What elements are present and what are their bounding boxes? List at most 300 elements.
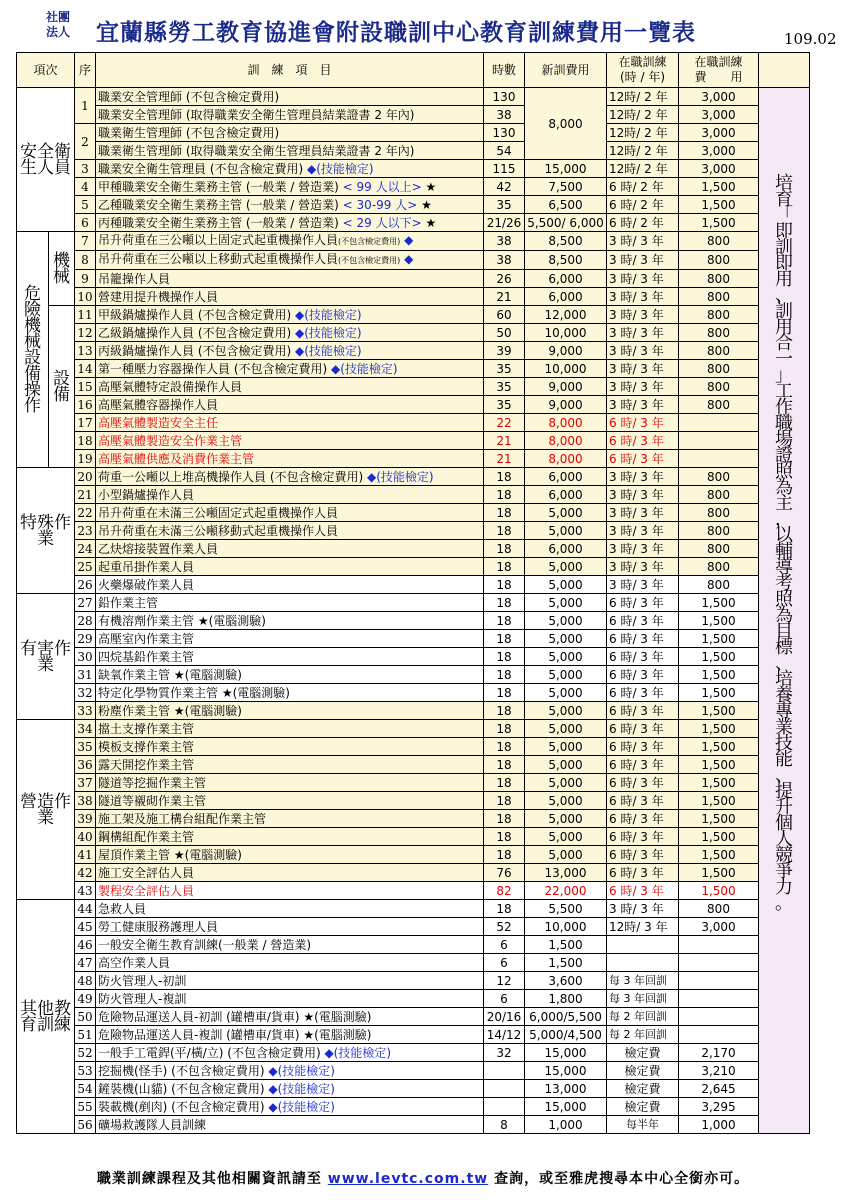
row-course-name — [96, 1044, 484, 1062]
row-retrain-frequency: 6 時/ 3 年 — [607, 774, 679, 792]
course-star-mark: ★ — [421, 215, 437, 230]
row-retrain-fee: 3,000 — [679, 88, 759, 106]
table-row — [17, 106, 810, 124]
row-retrain-fee: 1,500 — [679, 756, 759, 774]
footer-text-after: 查詢，或至雅虎搜尋本中心全銜亦可。 — [488, 1171, 750, 1187]
row-new-fee: 5,500/ 6,000 — [525, 214, 607, 232]
row-retrain-fee — [679, 954, 759, 972]
course-name-text: 施工架及施工構台組配作業主管 — [98, 811, 267, 826]
row-new-fee: 1,000 — [525, 1116, 607, 1134]
row-retrain-frequency: 6 時/ 3 年 — [607, 846, 679, 864]
row-retrain-frequency: 6 時/ 3 年 — [607, 666, 679, 684]
row-hours: 18 — [484, 900, 525, 918]
row-new-fee: 9,000 — [525, 396, 607, 414]
row-seq: 31 — [75, 666, 96, 684]
row-seq: 19 — [75, 450, 96, 468]
course-name-text: 第一種壓力容器操作人員 (不包含檢定費用) — [98, 361, 328, 376]
course-blue-tag: ◆(技能檢定) — [327, 361, 398, 376]
course-name-text: 模板支撐作業主管 — [98, 739, 195, 754]
row-new-fee: 12,000 — [525, 306, 607, 324]
table-row — [17, 828, 810, 846]
row-hours: 60 — [484, 306, 525, 324]
table-row — [17, 576, 810, 594]
row-retrain-fee: 3,295 — [679, 1098, 759, 1116]
course-name-text: 裝載機(剷肉) (不包含檢定費用) — [98, 1099, 265, 1114]
row-course-name — [96, 954, 484, 972]
row-retrain-fee: 1,500 — [679, 214, 759, 232]
row-new-fee: 5,000 — [525, 504, 607, 522]
row-retrain-fee: 1,500 — [679, 648, 759, 666]
course-name-text: 吊升荷重在三公噸以上固定式起重機操作人員 — [98, 233, 339, 247]
fee-table — [16, 52, 810, 1134]
table-row — [17, 1008, 810, 1026]
row-retrain-frequency — [607, 954, 679, 972]
row-seq: 7 — [75, 232, 96, 251]
row-new-fee: 5,000 — [525, 738, 607, 756]
row-seq: 49 — [75, 990, 96, 1008]
row-course-name — [96, 882, 484, 900]
course-name-text: 乙級鍋爐操作人員 (不包含檢定費用) — [98, 325, 292, 340]
course-name-text: 起重吊掛作業人員 — [98, 559, 195, 574]
row-new-fee: 6,000/5,500 — [525, 1008, 607, 1026]
table-body — [17, 88, 810, 1134]
course-name-text: 職業衛生管理師 (不包含檢定費用) — [98, 125, 280, 140]
row-retrain-fee: 800 — [679, 288, 759, 306]
col-header-retrain-freq-line2: (時 / 年) — [619, 70, 666, 84]
row-course-name — [96, 342, 484, 360]
row-retrain-frequency: 3 時/ 3 年 — [607, 900, 679, 918]
table-row — [17, 88, 810, 106]
row-retrain-frequency: 3 時/ 3 年 — [607, 396, 679, 414]
row-retrain-frequency: 6 時/ 3 年 — [607, 432, 679, 450]
row-retrain-frequency: 6 時/ 3 年 — [607, 612, 679, 630]
row-retrain-fee: 1,500 — [679, 702, 759, 720]
row-course-name — [96, 666, 484, 684]
row-hours: 18 — [484, 576, 525, 594]
org-label — [46, 10, 70, 40]
course-name-text: 職業安全管理師 (取得職業安全衛生管理員結業證書 2 年內) — [98, 107, 415, 122]
row-seq: 28 — [75, 612, 96, 630]
row-retrain-fee: 3,000 — [679, 142, 759, 160]
row-course-name — [96, 684, 484, 702]
row-hours: 35 — [484, 360, 525, 378]
course-name-text: 露天開挖作業主管 — [98, 757, 195, 772]
row-new-fee: 5,000 — [525, 720, 607, 738]
row-new-fee: 10,000 — [525, 918, 607, 936]
row-hours: 18 — [484, 720, 525, 738]
col-header-retrain-fee-line2: 費 用 — [694, 70, 743, 84]
row-retrain-fee — [679, 1008, 759, 1026]
row-retrain-fee: 800 — [679, 540, 759, 558]
row-new-fee: 9,000 — [525, 378, 607, 396]
table-row — [17, 630, 810, 648]
row-retrain-fee: 1,500 — [679, 178, 759, 196]
row-course-name — [96, 106, 484, 124]
course-name-text: 高壓氣體供應及消費作業主管 — [98, 451, 255, 466]
row-hours: 18 — [484, 756, 525, 774]
row-hours: 18 — [484, 522, 525, 540]
row-seq: 38 — [75, 792, 96, 810]
table-row — [17, 1116, 810, 1134]
course-name-text: 勞工健康服務護理人員 — [98, 919, 219, 934]
row-new-fee: 5,000 — [525, 828, 607, 846]
row-retrain-frequency: 6 時/ 3 年 — [607, 450, 679, 468]
row-seq: 18 — [75, 432, 96, 450]
table-row — [17, 666, 810, 684]
table-row — [17, 414, 810, 432]
row-seq: 16 — [75, 396, 96, 414]
row-hours: 20/16 — [484, 1008, 525, 1026]
row-retrain-frequency: 每半年 — [607, 1116, 679, 1134]
row-course-name — [96, 324, 484, 342]
table-row — [17, 900, 810, 918]
table-row — [17, 1080, 810, 1098]
row-hours: 18 — [484, 774, 525, 792]
category-safety: 安全衛生人員 — [17, 88, 75, 232]
table-row — [17, 396, 810, 414]
category-hazard-machine: 危險機械設備操作 — [17, 232, 49, 468]
row-course-name — [96, 540, 484, 558]
row-retrain-fee: 800 — [679, 486, 759, 504]
table-row — [17, 504, 810, 522]
row-seq: 44 — [75, 900, 96, 918]
row-new-fee: 5,000 — [525, 666, 607, 684]
course-name-text: 鋼構組配作業主管 — [98, 829, 195, 844]
category-construction: 營造作業 — [17, 720, 75, 900]
row-hours: 130 — [484, 88, 525, 106]
row-seq: 21 — [75, 486, 96, 504]
row-hours: 35 — [484, 396, 525, 414]
row-course-name — [96, 468, 484, 486]
row-retrain-fee: 3,210 — [679, 1062, 759, 1080]
table-row — [17, 270, 810, 288]
row-retrain-frequency: 每 3 年回訓 — [607, 990, 679, 1008]
row-course-name — [96, 1116, 484, 1134]
row-retrain-frequency: 6 時/ 3 年 — [607, 864, 679, 882]
row-retrain-fee: 800 — [679, 378, 759, 396]
row-new-fee: 5,000 — [525, 522, 607, 540]
row-new-fee: 5,000 — [525, 576, 607, 594]
row-seq: 8 — [75, 251, 96, 270]
row-new-fee: 1,500 — [525, 936, 607, 954]
row-seq: 12 — [75, 324, 96, 342]
row-course-name — [96, 648, 484, 666]
course-name-text: 丙種職業安全衛生業務主管 (一般業 / 營造業) — [98, 215, 339, 230]
row-new-fee: 8,500 — [525, 232, 607, 251]
course-name-text: 礦場救護隊人員訓練 — [98, 1117, 207, 1132]
row-retrain-frequency: 3 時/ 3 年 — [607, 522, 679, 540]
row-course-name — [96, 232, 484, 251]
row-course-name — [96, 1008, 484, 1026]
course-blue-tag: ◆ — [400, 233, 414, 247]
row-seq: 43 — [75, 882, 96, 900]
course-blue-tag: < 99 人以上> — [338, 179, 422, 194]
row-new-fee: 8,000 — [525, 450, 607, 468]
row-hours: 8 — [484, 1116, 525, 1134]
row-hours: 18 — [484, 648, 525, 666]
row-course-name — [96, 432, 484, 450]
course-note-small: (不包含檢定費用) — [338, 256, 401, 265]
row-course-name — [96, 864, 484, 882]
row-course-name — [96, 576, 484, 594]
table-row — [17, 432, 810, 450]
course-name-text: 鉛作業主管 — [98, 595, 159, 610]
course-name-text: 高壓氣體製造安全作業主管 — [98, 433, 243, 448]
row-retrain-fee: 1,500 — [679, 612, 759, 630]
table-row — [17, 251, 810, 270]
row-new-fee: 6,000 — [525, 270, 607, 288]
row-new-fee: 6,000 — [525, 540, 607, 558]
course-name-text: 高壓室內作業主管 — [98, 631, 195, 646]
table-row — [17, 990, 810, 1008]
row-course-name — [96, 251, 484, 270]
row-new-fee: 15,000 — [525, 1062, 607, 1080]
table-row — [17, 864, 810, 882]
date-code: 109.02 — [784, 30, 837, 48]
course-star-mark: ★ — [417, 197, 432, 212]
row-course-name — [96, 142, 484, 160]
row-retrain-frequency: 每 3 年回訓 — [607, 972, 679, 990]
row-hours: 18 — [484, 630, 525, 648]
row-new-fee: 5,000 — [525, 558, 607, 576]
row-retrain-frequency: 6 時/ 3 年 — [607, 594, 679, 612]
row-course-name — [96, 738, 484, 756]
row-retrain-frequency: 3 時/ 3 年 — [607, 232, 679, 251]
row-seq: 41 — [75, 846, 96, 864]
row-seq: 48 — [75, 972, 96, 990]
row-retrain-frequency: 6 時/ 3 年 — [607, 630, 679, 648]
row-retrain-fee: 2,170 — [679, 1044, 759, 1062]
row-retrain-frequency: 6 時/ 2 年 — [607, 178, 679, 196]
row-hours: 18 — [484, 594, 525, 612]
course-blue-tag: ◆(技能檢定) — [264, 1081, 335, 1096]
row-seq: 29 — [75, 630, 96, 648]
row-retrain-fee: 800 — [679, 306, 759, 324]
row-course-name — [96, 774, 484, 792]
row-seq: 22 — [75, 504, 96, 522]
row-new-fee: 6,000 — [525, 288, 607, 306]
row-new-fee: 6,000 — [525, 468, 607, 486]
row-hours: 38 — [484, 106, 525, 124]
row-course-name — [96, 756, 484, 774]
row-course-name — [96, 918, 484, 936]
course-blue-tag: ◆(技能檢定) — [320, 1045, 392, 1060]
row-retrain-frequency: 3 時/ 3 年 — [607, 504, 679, 522]
col-header-retrain-fee — [679, 53, 759, 88]
table-row — [17, 882, 810, 900]
row-retrain-fee: 1,500 — [679, 720, 759, 738]
row-hours: 18 — [484, 504, 525, 522]
row-retrain-frequency: 3 時/ 3 年 — [607, 558, 679, 576]
row-retrain-frequency: 每 2 年回訓 — [607, 1008, 679, 1026]
table-row — [17, 936, 810, 954]
row-retrain-frequency: 6 時/ 3 年 — [607, 684, 679, 702]
row-retrain-fee: 800 — [679, 232, 759, 251]
row-retrain-frequency: 檢定費 — [607, 1080, 679, 1098]
table-row — [17, 160, 810, 178]
row-hours: 18 — [484, 666, 525, 684]
table-row — [17, 522, 810, 540]
row-retrain-fee: 2,645 — [679, 1080, 759, 1098]
row-hours: 52 — [484, 918, 525, 936]
table-row — [17, 540, 810, 558]
row-hours: 21 — [484, 288, 525, 306]
category-special: 特殊作業 — [17, 468, 75, 594]
row-retrain-fee — [679, 972, 759, 990]
row-course-name — [96, 630, 484, 648]
row-hours: 18 — [484, 828, 525, 846]
row-retrain-fee — [679, 450, 759, 468]
course-name-text: 職業安全管理師 (不包含檢定費用) — [98, 89, 280, 104]
course-name-text: 職業衛生管理師 (取得職業安全衛生管理員結業證書 2 年內) — [98, 143, 415, 158]
row-course-name — [96, 828, 484, 846]
row-seq: 30 — [75, 648, 96, 666]
row-new-fee: 1,500 — [525, 954, 607, 972]
row-seq: 6 — [75, 214, 96, 232]
table-row — [17, 196, 810, 214]
course-name-text: 屋頂作業主管 ★(電腦測驗) — [98, 847, 242, 862]
course-name-text: 挖掘機(怪手) (不包含檢定費用) — [98, 1063, 265, 1078]
course-name-text: 四烷基鉛作業主管 — [98, 649, 195, 664]
col-header-hours: 時數 — [484, 53, 525, 88]
row-course-name — [96, 396, 484, 414]
row-retrain-frequency: 3 時/ 3 年 — [607, 378, 679, 396]
row-course-name — [96, 214, 484, 232]
course-name-text: 製程安全評估人員 — [98, 883, 195, 898]
row-retrain-frequency: 3 時/ 3 年 — [607, 540, 679, 558]
course-name-text: 高壓氣體製造安全主任 — [98, 415, 219, 430]
course-blue-tag: ◆(技能檢定) — [291, 307, 362, 322]
row-retrain-fee: 800 — [679, 360, 759, 378]
row-hours: 6 — [484, 936, 525, 954]
row-retrain-fee: 3,000 — [679, 160, 759, 178]
row-hours: 130 — [484, 124, 525, 142]
row-seq: 40 — [75, 828, 96, 846]
page-title: 宜蘭縣勞工教育協進會附設職訓中心教育訓練費用一覽表 — [96, 20, 696, 46]
course-name-text: 隧道等襯砌作業主管 — [98, 793, 207, 808]
row-course-name — [96, 720, 484, 738]
row-seq: 24 — [75, 540, 96, 558]
row-retrain-frequency: 6 時/ 3 年 — [607, 414, 679, 432]
course-blue-tag: ◆(技能檢定) — [264, 1063, 335, 1078]
course-name-text: 乙炔熔接裝置作業人員 — [98, 541, 219, 556]
row-hours: 18 — [484, 792, 525, 810]
row-retrain-fee: 1,500 — [679, 792, 759, 810]
row-retrain-fee — [679, 1026, 759, 1044]
row-course-name — [96, 1080, 484, 1098]
row-retrain-frequency: 6 時/ 2 年 — [607, 214, 679, 232]
row-retrain-fee: 3,000 — [679, 918, 759, 936]
row-hours: 32 — [484, 1044, 525, 1062]
row-new-fee: 10,000 — [525, 324, 607, 342]
course-name-text: 擋土支撐作業主管 — [98, 721, 195, 736]
col-header-retrain-fee-line1: 在職訓練 — [694, 55, 743, 69]
col-header-course: 訓 練 項 目 — [96, 53, 484, 88]
row-course-name — [96, 900, 484, 918]
row-hours: 18 — [484, 540, 525, 558]
row-course-name — [96, 360, 484, 378]
row-retrain-fee: 3,000 — [679, 124, 759, 142]
row-retrain-fee: 800 — [679, 251, 759, 270]
row-retrain-frequency: 3 時/ 3 年 — [607, 251, 679, 270]
course-name-text: 高壓氣體特定設備操作人員 — [98, 379, 243, 394]
row-retrain-fee: 1,500 — [679, 594, 759, 612]
course-name-text: 粉塵作業主管 ★(電腦測驗) — [98, 703, 242, 718]
row-hours: 42 — [484, 178, 525, 196]
row-retrain-frequency: 3 時/ 3 年 — [607, 270, 679, 288]
subcategory-equipment: 設備 — [49, 306, 75, 468]
row-new-fee: 6,000 — [525, 486, 607, 504]
course-name-text: 火藥爆破作業人員 — [98, 577, 195, 592]
table-row — [17, 954, 810, 972]
row-seq: 2 — [75, 124, 96, 160]
row-new-fee: 5,000 — [525, 684, 607, 702]
row-new-fee: 5,000 — [525, 702, 607, 720]
row-course-name — [96, 702, 484, 720]
row-retrain-frequency: 3 時/ 3 年 — [607, 342, 679, 360]
course-star-mark: ★ — [421, 179, 437, 194]
course-name-text: 鏟裝機(山貓) (不包含檢定費用) — [98, 1081, 265, 1096]
row-seq: 54 — [75, 1080, 96, 1098]
row-retrain-frequency: 3 時/ 3 年 — [607, 360, 679, 378]
row-retrain-frequency: 6 時/ 3 年 — [607, 810, 679, 828]
row-retrain-frequency: 3 時/ 3 年 — [607, 576, 679, 594]
row-course-name — [96, 288, 484, 306]
row-course-name — [96, 178, 484, 196]
table-row — [17, 232, 810, 251]
row-course-name — [96, 270, 484, 288]
row-retrain-fee — [679, 990, 759, 1008]
row-seq: 53 — [75, 1062, 96, 1080]
row-hours: 82 — [484, 882, 525, 900]
row-new-fee: 3,600 — [525, 972, 607, 990]
row-retrain-frequency: 12時/ 2 年 — [607, 160, 679, 178]
side-slogan: 培 育 「 即 訓 即 用 、 訓 用 合 一 」 工 作 職 場 證 照 為 主 ， 以 輔 導 考 照 為 目 標 、 培 養 專 業 技 能 、 提 升 個 人 競 爭 力 。 — [759, 88, 810, 1134]
course-blue-tag: ◆(技能檢定) — [291, 343, 362, 358]
course-name-text: 甲級鍋爐操作人員 (不包含檢定費用) — [98, 307, 292, 322]
row-seq: 9 — [75, 270, 96, 288]
row-retrain-fee: 1,500 — [679, 738, 759, 756]
table-row — [17, 738, 810, 756]
row-new-fee: 5,000 — [525, 792, 607, 810]
row-hours: 21/26 — [484, 214, 525, 232]
course-name-text: 營建用提升機操作人員 — [98, 289, 219, 304]
col-header-seq: 序 — [75, 53, 96, 88]
row-hours: 26 — [484, 270, 525, 288]
course-name-text: 特定化學物質作業主管 ★(電腦測驗) — [98, 685, 290, 700]
row-new-fee: 9,000 — [525, 342, 607, 360]
row-retrain-frequency: 6 時/ 3 年 — [607, 756, 679, 774]
row-hours: 6 — [484, 990, 525, 1008]
row-seq: 56 — [75, 1116, 96, 1134]
col-header-category: 項次 — [17, 53, 75, 88]
row-course-name — [96, 486, 484, 504]
row-retrain-frequency: 12時/ 2 年 — [607, 88, 679, 106]
table-row — [17, 178, 810, 196]
row-course-name — [96, 846, 484, 864]
row-hours: 18 — [484, 612, 525, 630]
row-retrain-fee: 1,500 — [679, 684, 759, 702]
org-line-1: 社團 — [46, 10, 71, 24]
row-new-fee: 5,500 — [525, 900, 607, 918]
row-retrain-fee: 800 — [679, 558, 759, 576]
table-row — [17, 360, 810, 378]
course-name-text: 危險物品運送人員-複訓 (罐槽車/貨車) ★(電腦測驗) — [98, 1027, 372, 1042]
row-retrain-frequency: 6 時/ 3 年 — [607, 738, 679, 756]
row-seq: 3 — [75, 160, 96, 178]
row-retrain-fee: 1,500 — [679, 882, 759, 900]
website-link[interactable]: www.levtc.com.tw — [327, 1171, 489, 1187]
